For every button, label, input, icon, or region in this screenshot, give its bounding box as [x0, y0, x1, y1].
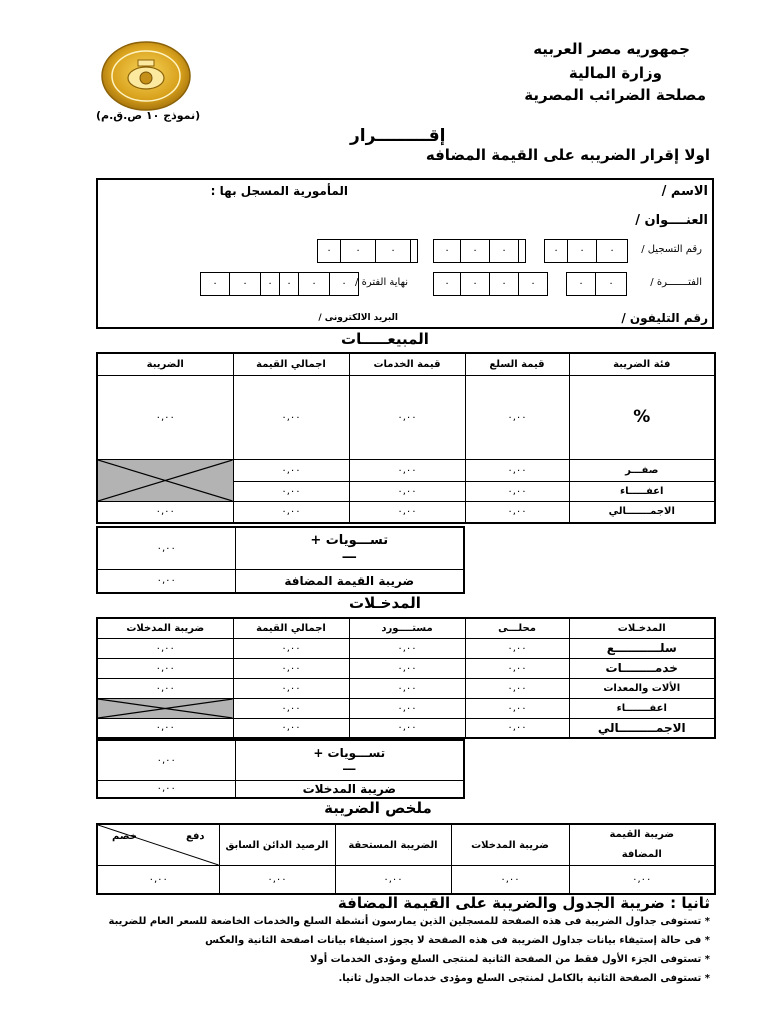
- value-cell[interactable]: ٠,٠٠: [465, 718, 569, 738]
- summary-title: ملخص الضريبة: [324, 799, 432, 817]
- value-cell[interactable]: ٠,٠٠: [233, 501, 349, 523]
- inputs-title: المدخـلات: [349, 594, 421, 612]
- period-end-label: نهاية الفترة /: [355, 277, 408, 288]
- declaration-subtitle: اولا إقرار الضريبه على القيمة المضافه: [425, 146, 710, 164]
- adjustments-plus: تســـويات +: [313, 746, 386, 761]
- value-cell[interactable]: ٠,٠٠: [97, 501, 233, 523]
- header-cell: قيمة الخدمات: [349, 353, 465, 375]
- vat-label: ضريبة القيمة المضافة: [235, 569, 464, 593]
- value-cell[interactable]: ٠,٠٠: [97, 658, 233, 678]
- period-end-boxes[interactable]: [200, 272, 359, 296]
- pay-deduct-header: [97, 824, 219, 866]
- header-cell: قيمة السلع: [465, 353, 569, 375]
- adjustments-value[interactable]: ٠,٠٠: [97, 527, 235, 569]
- registration-boxes-1[interactable]: [317, 239, 418, 263]
- digit-box[interactable]: ٠: [461, 272, 490, 296]
- value-cell[interactable]: ٠,٠٠: [465, 678, 569, 698]
- adjustments-label: [235, 740, 464, 780]
- digit-box[interactable]: ٠: [261, 272, 280, 296]
- header-cell: ضريبة المدخلات: [451, 824, 569, 866]
- sales-title: المبيعـــــات: [341, 330, 429, 348]
- digit-box[interactable]: ٠: [330, 272, 359, 296]
- value-cell[interactable]: ٠,٠٠: [233, 638, 349, 658]
- header-cell: المدخـلات: [569, 618, 715, 638]
- value-cell[interactable]: ٠,٠٠: [465, 698, 569, 718]
- second-part-title: ثانيا : ضريبة الجدول والضريبة على القيمة المضافة: [337, 894, 710, 912]
- digit-box[interactable]: ٠: [596, 272, 627, 296]
- value-cell[interactable]: ٠,٠٠: [219, 866, 335, 894]
- value-cell[interactable]: ٠,٠٠: [465, 501, 569, 523]
- digit-box[interactable]: ٠: [490, 239, 519, 263]
- inputs-adjustments-table: [96, 739, 465, 799]
- value-cell[interactable]: ٠,٠٠: [233, 658, 349, 678]
- declaration-title: إقـــــــــرار: [350, 126, 446, 146]
- period-boxes-1[interactable]: [433, 272, 548, 296]
- mamoria-label: المأمورية المسجل بها :: [210, 184, 348, 198]
- digit-box[interactable]: [411, 239, 418, 263]
- digit-box[interactable]: ٠: [317, 239, 341, 263]
- digit-box[interactable]: ٠: [519, 272, 548, 296]
- vat-value[interactable]: ٠,٠٠: [97, 569, 235, 593]
- sales-adjustments-table: [96, 526, 465, 594]
- digit-box[interactable]: ٠: [490, 272, 519, 296]
- address-label: العنــــوان /: [635, 213, 708, 228]
- registration-boxes-2[interactable]: [433, 239, 526, 263]
- value-cell[interactable]: ٠,٠٠: [349, 678, 465, 698]
- row-label: الاجمـــــــــالي: [569, 718, 715, 738]
- note-1: * تستوفى جداول الضريبة فى هذه الصفحة للمسجلين الذين يمارسون أنشطة السلع والخدمات الخاضعة للسعر العام للضريبة: [108, 916, 710, 927]
- value-cell[interactable]: ٠,٠٠: [349, 718, 465, 738]
- period-boxes-2[interactable]: [566, 272, 627, 296]
- value-cell[interactable]: ٠,٠٠: [233, 459, 349, 481]
- value-cell[interactable]: ٠,٠٠: [233, 698, 349, 718]
- row-label: خدمــــــــات: [569, 658, 715, 678]
- value-cell[interactable]: ٠,٠٠: [97, 638, 233, 658]
- value-cell[interactable]: ٠,٠٠: [349, 481, 465, 501]
- digit-box[interactable]: ٠: [341, 239, 376, 263]
- value-cell[interactable]: ٠,٠٠: [233, 718, 349, 738]
- crossed-out-cell: [97, 698, 233, 718]
- row-label: سلـــــــــــع: [569, 638, 715, 658]
- value-cell[interactable]: ٠,٠٠: [335, 866, 451, 894]
- value-cell[interactable]: ٠,٠٠: [465, 638, 569, 658]
- adjustments-minus: ـــ: [343, 759, 356, 774]
- ministry-logo: [100, 40, 192, 112]
- value-cell[interactable]: ٠,٠٠: [465, 481, 569, 501]
- row-label: الاجمـــــــالي: [569, 501, 715, 523]
- summary-table: [96, 823, 716, 895]
- value-cell[interactable]: ٠,٠٠: [349, 459, 465, 481]
- header-line: ضريبة القيمة: [609, 829, 674, 840]
- deduct-label: خصم: [112, 831, 137, 842]
- value-cell[interactable]: ٠,٠٠: [233, 375, 349, 459]
- digit-box[interactable]: ٠: [200, 272, 230, 296]
- value-cell[interactable]: ٠,٠٠: [349, 375, 465, 459]
- adjustments-plus: تســـويات +: [310, 533, 389, 549]
- value-cell[interactable]: ٠,٠٠: [349, 501, 465, 523]
- email-label: البريد الالكترونى /: [318, 313, 398, 323]
- crossed-out-cell: [97, 459, 233, 501]
- value-cell[interactable]: ٠,٠٠: [97, 718, 233, 738]
- digit-box[interactable]: ٠: [376, 239, 411, 263]
- row-label: اعفـــــاء: [569, 481, 715, 501]
- digit-box[interactable]: ٠: [433, 239, 461, 263]
- header-cell: الرصيد الدائن السابق: [219, 824, 335, 866]
- adjustments-minus: ـــ: [342, 547, 356, 563]
- header-cell: ضريبة المدخلات: [97, 618, 233, 638]
- pay-label: دفع: [185, 831, 205, 842]
- digit-box[interactable]: ٠: [230, 272, 261, 296]
- digit-box[interactable]: ٠: [544, 239, 568, 263]
- sales-table: [96, 352, 716, 524]
- rate-percent: %: [569, 375, 715, 459]
- digit-box[interactable]: ٠: [280, 272, 299, 296]
- inputs-table: [96, 617, 716, 739]
- header-cell: مستــــورد: [349, 618, 465, 638]
- digit-box[interactable]: ٠: [433, 272, 461, 296]
- phone-label: رقم التليفون /: [621, 311, 708, 325]
- value-cell[interactable]: ٠,٠٠: [97, 375, 233, 459]
- authority-title: مصلحة الضرائب المصرية: [524, 86, 706, 104]
- input-tax-value[interactable]: ٠,٠٠: [97, 780, 235, 798]
- note-4: * تستوفى الصفحة الثانية بالكامل لمنتجى السلع ومؤدى خدمات الجدول ثانيا.: [338, 973, 710, 984]
- header-cell: فئة الضريبة: [569, 353, 715, 375]
- digit-box[interactable]: [519, 239, 526, 263]
- note-3: * تستوفى الجزء الأول فقط من الصفحة الثانية لمنتجى السلع ومؤدى الخدمات أولا: [310, 954, 710, 965]
- value-cell[interactable]: ٠,٠٠: [465, 658, 569, 678]
- digit-box[interactable]: ٠: [566, 272, 596, 296]
- header-line: المضافة: [621, 849, 662, 860]
- digit-box[interactable]: ٠: [299, 272, 330, 296]
- form-code: (نموذج ١٠ ص.ق.م): [96, 109, 201, 122]
- row-label: اعفـــــــاء: [569, 698, 715, 718]
- adjustments-label: [235, 527, 464, 569]
- value-cell[interactable]: ٠,٠٠: [349, 658, 465, 678]
- value-cell[interactable]: ٠,٠٠: [349, 698, 465, 718]
- header-cell: الضريبة: [97, 353, 233, 375]
- header-cell: محلـــى: [465, 618, 569, 638]
- registration-boxes-3[interactable]: [544, 239, 628, 263]
- value-cell[interactable]: ٠,٠٠: [465, 459, 569, 481]
- value-cell[interactable]: ٠,٠٠: [465, 375, 569, 459]
- digit-box[interactable]: ٠: [461, 239, 490, 263]
- value-cell[interactable]: ٠,٠٠: [97, 678, 233, 698]
- value-cell[interactable]: ٠,٠٠: [233, 678, 349, 698]
- name-label: الاسم /: [661, 184, 708, 199]
- value-cell[interactable]: ٠,٠٠: [569, 866, 715, 894]
- registration-label: رقم التسجيل /: [641, 244, 702, 255]
- input-tax-label: ضريبة المدخلات: [235, 780, 464, 798]
- header-cell: اجمالي القيمة: [233, 353, 349, 375]
- header-cell: [569, 824, 715, 866]
- value-cell[interactable]: ٠,٠٠: [97, 866, 219, 894]
- header-cell: اجمالي القيمة: [233, 618, 349, 638]
- digit-box[interactable]: ٠: [597, 239, 628, 263]
- ministry-title: وزارة المالية: [568, 64, 662, 82]
- header-cell: الضريبة المستحقة: [335, 824, 451, 866]
- republic-title: جمهوريه مصر العربيه: [533, 40, 690, 58]
- adjustments-value[interactable]: ٠,٠٠: [97, 740, 235, 780]
- value-cell[interactable]: ٠,٠٠: [451, 866, 569, 894]
- row-label: الألات والمعدات: [569, 678, 715, 698]
- value-cell[interactable]: ٠,٠٠: [349, 638, 465, 658]
- row-label: صفـــر: [569, 459, 715, 481]
- note-2: * فى حالة إستيفاء بيانات جداول الضريبة فى هذه الصفحة لا يجوز استيفاء بيانات اصفحة الثانية والعكس: [205, 935, 710, 946]
- value-cell[interactable]: ٠,٠٠: [233, 481, 349, 501]
- period-label: الفتـــــــرة /: [650, 277, 702, 288]
- digit-box[interactable]: ٠: [568, 239, 597, 263]
